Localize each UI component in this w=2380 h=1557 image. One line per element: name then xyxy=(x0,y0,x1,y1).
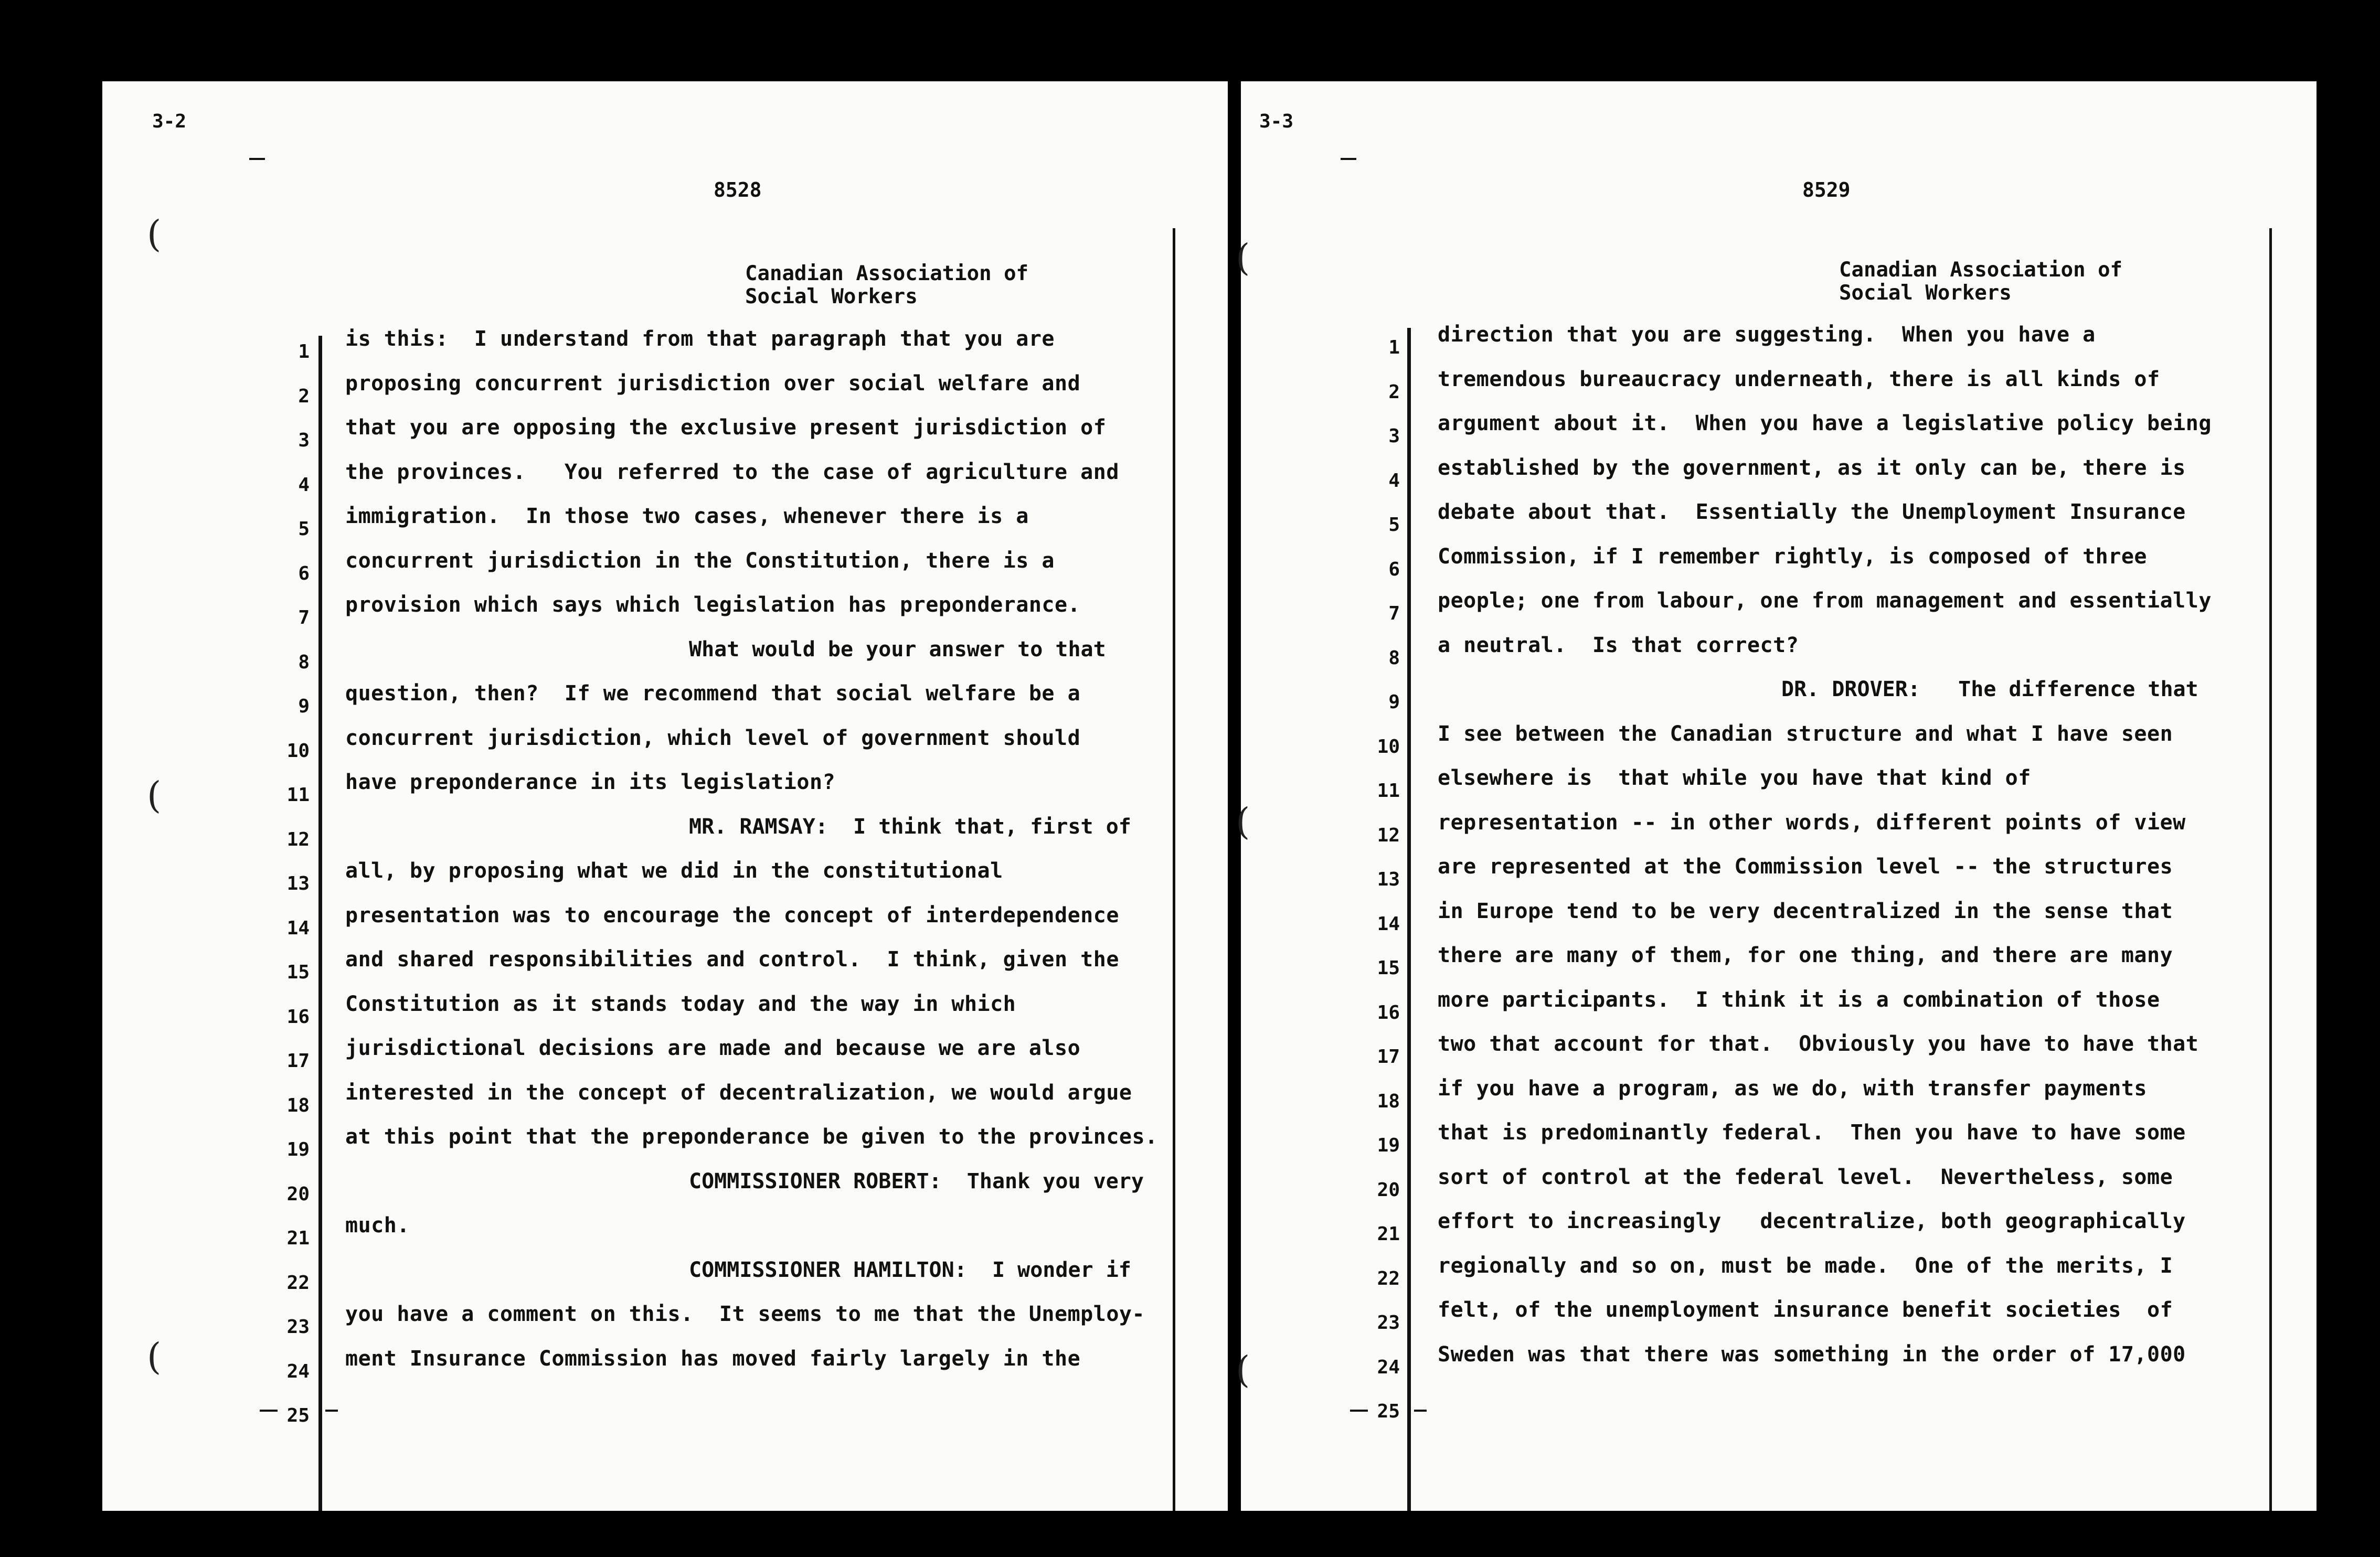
transcript-line: all, by proposing what we did in the constitutional xyxy=(345,859,1003,883)
right-margin-rule xyxy=(1407,328,1411,1511)
line-number: 4 xyxy=(298,474,310,496)
line-number: 4 xyxy=(1388,470,1400,492)
line-25-marker-dash xyxy=(325,1410,338,1412)
line-number: 2 xyxy=(298,385,310,407)
transcript-line: presentation was to encourage the concept of interdependence xyxy=(345,903,1119,927)
line-number: 19 xyxy=(286,1139,310,1160)
right-transcript-page xyxy=(1236,81,2317,1511)
speaker-line: MR. RAMSAY: I think that, first of xyxy=(689,814,1131,839)
left-margin-rule xyxy=(318,336,322,1511)
line-number: 21 xyxy=(1377,1223,1400,1245)
speaker-line: What would be your answer to that xyxy=(689,637,1106,662)
line-number: 25 xyxy=(1377,1401,1400,1422)
speaker-line: COMMISSIONER ROBERT: Thank you very xyxy=(689,1169,1144,1193)
right-corner-dash xyxy=(1341,158,1356,160)
line-number: 1 xyxy=(298,341,310,362)
left-corner-label: 3-2 xyxy=(152,111,187,132)
transcript-line: regionally and so on, must be made. One of the merits, I xyxy=(1438,1253,2173,1278)
line-number: 18 xyxy=(286,1094,310,1116)
line-number: 19 xyxy=(1377,1135,1400,1156)
transcript-line: concurrent jurisdiction, which level of government should xyxy=(345,726,1081,750)
line-number: 7 xyxy=(1388,603,1400,624)
line-25-marker-dash xyxy=(1350,1410,1368,1412)
transcript-line: have preponderance in its legislation? xyxy=(345,770,836,794)
left-page-header: Canadian Association of Social Workers xyxy=(745,262,1029,308)
left-corner-dash xyxy=(249,158,265,160)
line-number: 2 xyxy=(1388,381,1400,403)
transcript-line: sort of control at the federal level. Nevertheless, some xyxy=(1438,1165,2173,1189)
transcript-line: that you are opposing the exclusive present jurisdiction of xyxy=(345,415,1107,440)
transcript-line: Constitution as it stands today and the way in which xyxy=(345,991,1016,1016)
left-page-number: 8528 xyxy=(714,178,762,201)
line-number: 10 xyxy=(1377,735,1400,758)
transcript-line: that is predominantly federal. Then you have to have some xyxy=(1438,1121,2186,1145)
line-number: 17 xyxy=(1377,1046,1400,1068)
line-number: 9 xyxy=(1388,691,1400,713)
left-punch-hole-mark: ( xyxy=(147,212,162,255)
line-number: 15 xyxy=(286,962,310,983)
transcript-line: argument about it. When you have a legislative policy being xyxy=(1438,411,2212,435)
line-number: 24 xyxy=(286,1360,310,1382)
transcript-line: felt, of the unemployment insurance benefit societies of xyxy=(1438,1298,2173,1322)
line-number: 9 xyxy=(298,696,310,717)
transcript-line: if you have a program, as we do, with transfer payments xyxy=(1438,1076,2148,1101)
line-number: 1 xyxy=(1388,337,1400,358)
left-punch-hole-mark: ( xyxy=(147,774,162,817)
line-number: 6 xyxy=(1388,558,1400,580)
line-25-marker-dash xyxy=(1414,1410,1427,1412)
right-right-margin-rule xyxy=(2269,228,2272,1511)
line-number: 15 xyxy=(1377,957,1400,979)
transcript-line: Sweden was that there was something in the order of 17,000 xyxy=(1438,1342,2186,1367)
transcript-line: immigration. In those two cases, whenever there is a xyxy=(345,504,1029,528)
line-25-marker-dash xyxy=(260,1410,278,1412)
line-number: 5 xyxy=(298,518,310,540)
transcript-line: you have a comment on this. It seems to me that the Unemploy- xyxy=(345,1302,1145,1326)
transcript-line: tremendous bureaucracy underneath, there is all kinds of xyxy=(1438,367,2160,391)
right-corner-label: 3-3 xyxy=(1259,111,1294,132)
line-number: 20 xyxy=(286,1183,310,1205)
transcript-line: more participants. I think it is a combination of those xyxy=(1438,987,2160,1012)
transcript-line: I see between the Canadian structure and what I have seen xyxy=(1438,721,2173,746)
transcript-line: in Europe tend to be very decentralized in the sense that xyxy=(1438,899,2173,923)
line-number: 23 xyxy=(1377,1312,1400,1334)
transcript-line: jurisdictional decisions are made and because we are also xyxy=(345,1036,1081,1060)
line-number: 10 xyxy=(286,740,310,762)
left-transcript-page xyxy=(102,81,1228,1511)
transcript-line: concurrent jurisdiction in the Constitution, there is a xyxy=(345,548,1055,573)
line-number: 12 xyxy=(1377,824,1400,846)
right-punch-hole-mark: ( xyxy=(1236,1348,1250,1391)
right-page-number: 8529 xyxy=(1802,178,1851,201)
transcript-line: a neutral. Is that correct? xyxy=(1438,633,1799,657)
line-number: 13 xyxy=(286,873,310,894)
speaker-line: DR. DROVER: The difference that xyxy=(1781,677,2198,701)
line-number: 23 xyxy=(286,1316,310,1338)
line-number: 20 xyxy=(1377,1179,1400,1201)
line-number: 11 xyxy=(286,784,310,806)
line-number: 16 xyxy=(1377,1001,1400,1023)
right-punch-hole-mark: ( xyxy=(1236,800,1250,843)
transcript-line: Commission, if I remember rightly, is composed of three xyxy=(1438,544,2148,569)
line-number: 22 xyxy=(1377,1267,1400,1289)
transcript-line: elsewhere is that while you have that kind of xyxy=(1438,766,2031,790)
transcript-line: people; one from labour, one from management and essentially xyxy=(1438,589,2212,613)
line-number: 12 xyxy=(286,828,310,850)
line-number: 25 xyxy=(286,1405,310,1426)
transcript-line: at this point that the preponderance be given to the provinces. xyxy=(345,1125,1158,1149)
transcript-line: are represented at the Commission level -- the structures xyxy=(1438,855,2173,879)
transcript-line: direction that you are suggesting. When you have a xyxy=(1438,323,2096,347)
transcript-line: there are many of them, for one thing, and there are many xyxy=(1438,943,2173,967)
line-number: 3 xyxy=(1388,425,1400,447)
speaker-line: COMMISSIONER HAMILTON: I wonder if xyxy=(689,1257,1131,1282)
transcript-line: question, then? If we recommend that social welfare be a xyxy=(345,681,1081,706)
line-number: 3 xyxy=(298,430,310,451)
transcript-line: two that account for that. Obviously you have to have that xyxy=(1438,1032,2199,1056)
transcript-line: provision which says which legislation has preponderance. xyxy=(345,593,1081,617)
transcript-line: established by the government, as it only can be, there is xyxy=(1438,455,2186,480)
line-number: 13 xyxy=(1377,869,1400,890)
transcript-line: and shared responsibilities and control. I think, given the xyxy=(345,947,1119,972)
transcript-line: ment Insurance Commission has moved fairly largely in the xyxy=(345,1346,1081,1371)
line-number: 8 xyxy=(1388,647,1400,669)
transcript-line: is this: I understand from that paragraph that you are xyxy=(345,327,1055,351)
left-right-margin-rule xyxy=(1173,228,1175,1511)
transcript-line: representation -- in other words, different points of view xyxy=(1438,810,2186,835)
transcript-line: much. xyxy=(345,1213,410,1238)
line-number: 5 xyxy=(1388,514,1400,536)
line-number: 7 xyxy=(298,607,310,628)
line-number: 11 xyxy=(1377,780,1400,802)
right-punch-hole-mark: ( xyxy=(1236,236,1250,279)
transcript-line: effort to increasingly decentralize, both geographically xyxy=(1438,1209,2186,1233)
transcript-line: the provinces. You referred to the case of agriculture and xyxy=(345,460,1119,484)
line-number: 8 xyxy=(298,651,310,673)
line-number: 16 xyxy=(286,1006,310,1028)
transcript-line: proposing concurrent jurisdiction over social welfare and xyxy=(345,371,1081,396)
line-number: 24 xyxy=(1377,1356,1400,1378)
transcript-line: interested in the concept of decentralization, we would argue xyxy=(345,1080,1132,1105)
line-number: 14 xyxy=(286,917,310,939)
line-number: 6 xyxy=(298,562,310,584)
line-number: 18 xyxy=(1377,1090,1400,1112)
transcript-line: debate about that. Essentially the Unemployment Insurance xyxy=(1438,500,2186,524)
left-punch-hole-mark: ( xyxy=(147,1335,162,1378)
line-number: 22 xyxy=(286,1272,310,1294)
line-number: 17 xyxy=(286,1050,310,1072)
line-number: 14 xyxy=(1377,913,1400,935)
right-page-header: Canadian Association of Social Workers xyxy=(1839,258,2123,305)
line-number: 21 xyxy=(286,1228,310,1249)
